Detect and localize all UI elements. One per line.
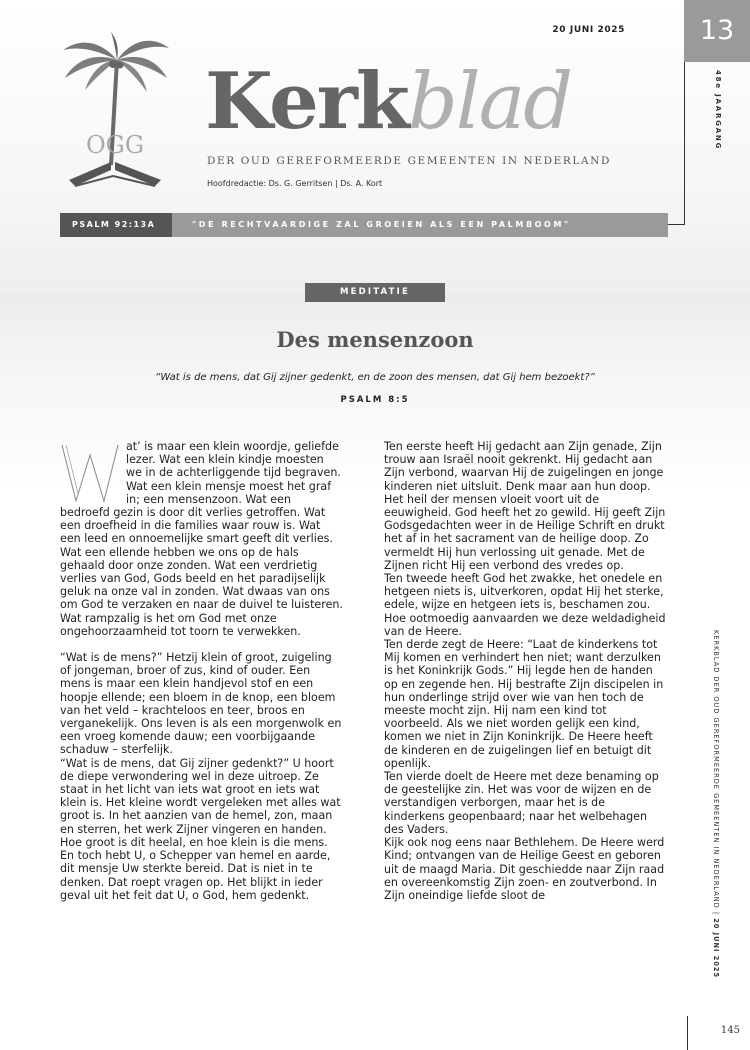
paragraph: “Wat is de mens, dat Gij zijner gedenkt?” U hoort de diepe verwondering wel in deze uitroep. Ze staat in het licht van iets wat groot en iets wat klein is. Het kleine wordt vergeleken met alles wat groot is. In het aanzien van de hemel, zon, maan en sterren, het werk Zijner vingeren en handen. Hoe groot is dit heelal, en hoe klein is die mens. En toch hebt U, o Schepper van hemel en aarde, dit mensje Uw sterkte bereid. Dat is niet in te denken. Dat roept vragen op. Het blijkt in ieder geval uit het feit dat U, o God, hem gedenkt.: [60, 756, 341, 902]
paragraph: Ten vierde doelt de Heere met deze benaming op de geestelijke zin. Het was voor de wijzen en de verstandigen verborgen, maar het is de kinderkens geopenbaard; naar het welbehagen des Vaders.: [384, 770, 659, 836]
drop-cap-w: [60, 441, 120, 505]
article-quote-reference: PSALM 8:5: [340, 395, 410, 405]
article-column-right: [384, 440, 667, 902]
masthead-title-kerk: Kerk: [205, 56, 408, 147]
masthead-title: [205, 52, 571, 152]
masthead-horizontal-rule: [668, 224, 685, 225]
page-number: 145: [720, 1025, 740, 1036]
issue-number: 13: [684, 0, 750, 62]
paragraph: Kijk ook nog eens naar Bethlehem. De Heere werd Kind; ontvangen van de Heilige Geest en geboren uit de maagd Maria. Dit geschiedde naar Zijn raad en overeenkomstig Zijn zoen- en zoutverbond. In Zijn oneindige liefde sloot de: [384, 836, 665, 902]
paragraph: Ten tweede heeft God het zwakke, het onedele en hetgeen niets is, uitverkoren, opdat Hij het sterke, edele, wijze en hetgeen iets is, beschamen zou. Hoe ootmoedig aanvaarden we deze weldadigheid van de Heere.: [384, 572, 666, 638]
masthead-vertical-rule: [684, 62, 685, 224]
issue-date: 20 JUNI 2025: [552, 25, 625, 35]
paragraph: Ten eerste heeft Hij gedacht aan Zijn genade, Zijn trouw aan Israël nooit gekrenkt. Hij gedacht aan Zijn verbond, waarvan Hij de zuigelingen en jonge kinderen niet uitsluit. Denk maar aan hun doop. Het heil der mensen vloeit voort uit de eeuwigheid. God heeft het zo gewild. Hij geeft Zijn Godsgedachten weer in de Heilige Schrift en drukt het af in het sacrament van de heilige doop. Zo vermeldt Hij hun verlossing uit genade. Met de Zijnen richt Hij een verbond des vredes op.: [384, 440, 666, 572]
psalm-banner-reference: PSALM 92:13A: [60, 213, 172, 237]
palm-tree-logo: [55, 30, 175, 195]
article-quote: “Wat is de mens, dat Gij zijner gedenkt, en de zoon des mensen, dat Gij hem bezoekt?”: [155, 372, 595, 383]
sidebar-publication: KERKBLAD DER OUD GEREFORMEERDE GEMEENTEN IN NEDERLAND |: [712, 630, 720, 919]
paragraph: “Wat is de mens?” Hetzij klein of groot, zuigeling of jongeman, broer of zus, kind of ouder. Een mens is maar een klein handjevol stof en een hoopje ellende; een bloem in de knop, een bloem van het veld – krachteloos en teer, broos en verganekelijk. Ons leven is als een morgenwolk en een vroeg komende dauw; een voorbijgaande schaduw – sterfelijk.: [60, 651, 342, 757]
psalm-banner: [60, 213, 668, 237]
volume-label: 48e JAARGANG: [714, 70, 722, 151]
masthead-subtitle: DER OUD GEREFORMEERDE GEMEENTEN IN NEDERLAND: [207, 155, 611, 167]
sidebar-running-head: [712, 630, 720, 990]
article-column-left: [60, 440, 343, 902]
editors-line: Hoofdredactie: Ds. G. Gerritsen | Ds. A. Kort: [207, 179, 383, 188]
rubric-label: MEDITATIE: [305, 283, 445, 302]
footer-rule: [687, 1016, 688, 1050]
sidebar-date: 20 JUNI 2025: [712, 918, 720, 979]
logo-text: OGG: [85, 131, 145, 159]
paragraph: Ten derde zegt de Heere: “Laat de kinderkens tot Mij komen en verhindert hen niet; want derzulken is het Koninkrijk Gods.” Hij legde hen de handen op en zegende hen. Hij bestrafte Zijn discipelen in hun onderlinge strijd over wie van hen toch de meeste mocht zijn. Hij nam een kind tot voorbeeld. Als we niet worden gelijk een kind, komen we niet in Zijn Koninkrijk. De Heere heeft de kinderen en de zuigelingen lief en betuigt dit openlijk.: [384, 638, 664, 770]
psalm-banner-text: "DE RECHTVAARDIGE ZAL GROEIEN ALS EEN PALMBOOM": [172, 213, 668, 237]
paragraph: at’ is maar een klein woordje, geliefde lezer. Wat een klein kindje moesten we in de achterliggende tijd begraven. Wat een klein mensje moest het graf in; een mensenzoon. Wat een bedroefd gezin is door dit verlies getroffen. Wat een droefheid in die families waar rouw is. Wat een leed en onnoemelijke smart geeft dit verlies. Wat een ellende hebben we ons op de hals gehaald door onze zonden. Wat een verdrietig verlies van God, Gods beeld en het paradijselijk geluk na onze val in zonden. Wat dwaas van ons om God te verzaken en naar de duivel te luisteren. Wat rampzalig is het om God met onze ongehoorzaamheid tot toorn te verwekken.: [60, 440, 343, 638]
article-title: Des mensenzoon: [276, 327, 474, 352]
masthead-title-blad: blad: [407, 57, 572, 147]
